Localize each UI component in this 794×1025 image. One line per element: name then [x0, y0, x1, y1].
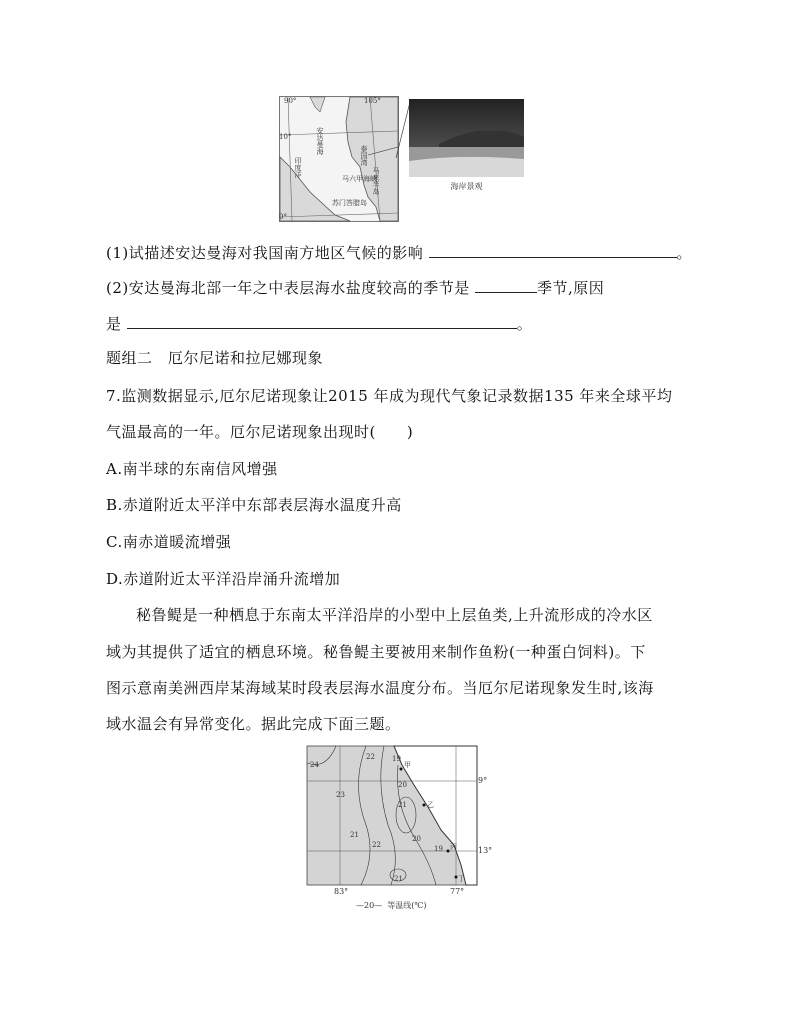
q6-part1-text: (1)试描述安达曼海对我国南方地区气候的影响	[106, 244, 424, 262]
q6-part2-text-b: 季节,原因	[537, 279, 605, 297]
passage-line2: 域为其提供了适宜的栖息环境。秘鲁鳀主要被用来制作鱼粉(一种蛋白饲料)。下	[106, 643, 646, 661]
lon-105-label: 105°	[364, 97, 381, 105]
iso-20-bottom: 20	[412, 835, 421, 843]
andaman-map	[279, 96, 399, 222]
iso-19-bottom: 19	[434, 845, 443, 853]
malay-peninsula-label: 马来半岛	[372, 167, 380, 195]
lon-77-label: 77°	[450, 887, 465, 896]
indian-ocean-label: 印度洋	[294, 157, 302, 178]
iso-20-top: 20	[398, 781, 407, 789]
malacca-label: 马六甲海峡	[342, 175, 377, 183]
point-yi: 乙	[427, 801, 434, 809]
q7-stem-line2: 气温最高的一年。厄尔尼诺现象出现时( )	[106, 423, 414, 441]
coast-photo	[409, 99, 524, 191]
lat-13-label: 13°	[478, 846, 493, 855]
q6-part1-end: 。	[676, 244, 693, 262]
passage-line3: 图示意南美洲西岸某海域某时段表层海水温度分布。当厄尔尼诺现象发生时,该海	[106, 679, 654, 697]
q6-part2-reason	[106, 312, 532, 334]
point-bing: 丙	[450, 843, 457, 851]
iso-23: 23	[336, 791, 345, 799]
q7-option-a[interactable]: A.南半球的东南信风增强	[106, 460, 278, 478]
photo-caption: 海岸景观	[450, 182, 483, 191]
q7-option-b[interactable]: B.赤道附近太平洋中东部表层海水温度升高	[106, 496, 402, 514]
q7-stem-line1: 7.监测数据显示,厄尔尼诺现象让2015 年成为现代气象记录数据135 年来全球平均	[106, 387, 673, 405]
q7-option-c[interactable]: C.南赤道暖流增强	[106, 533, 232, 551]
q6-part2	[106, 276, 604, 298]
q6-part1	[106, 241, 692, 263]
point-jia: 甲	[404, 761, 411, 769]
q6-reason-blank[interactable]	[127, 312, 517, 329]
passage-line4: 域水温会有异常变化。据此完成下面三题。	[106, 715, 401, 733]
group2-title: 题组二 厄尔尼诺和拉尼娜现象	[106, 349, 324, 367]
isotherm-map	[306, 745, 477, 886]
lat-9-label: 9°	[478, 776, 488, 785]
iso-21-mid: 21	[398, 801, 407, 809]
isotherm-legend	[356, 900, 426, 911]
iso-21-left: 21	[350, 831, 359, 839]
q6-season-blank[interactable]	[475, 276, 537, 293]
lat-0-label: 0°	[279, 213, 287, 221]
thailand-bay-label: 泰国湾	[360, 145, 368, 166]
q6-part1-answer-blank[interactable]	[429, 241, 677, 258]
point-ding: 丁	[458, 875, 465, 883]
andaman-sea-label: 安达曼海	[316, 127, 324, 155]
q6-part2-text-c: 是	[106, 315, 122, 333]
iso-24: 24	[310, 761, 319, 769]
q6-part2-end: 。	[516, 315, 533, 333]
sumatra-label: 苏门答腊岛	[332, 199, 367, 207]
q7-option-d[interactable]: D.赤道附近太平洋沿岸涌升流增加	[106, 570, 341, 588]
lat-10-label: 10°	[279, 133, 292, 141]
iso-19-top: 19	[392, 755, 401, 763]
passage-line1: 秘鲁鳀是一种栖息于东南太平洋沿岸的小型中上层鱼类,上升流形成的冷水区	[136, 606, 653, 624]
legend-symbol: —20—	[356, 901, 383, 910]
q6-part2-text-a: (2)安达曼海北部一年之中表层海水盐度较高的季节是	[106, 279, 470, 297]
iso-22-bottom: 22	[372, 841, 381, 849]
iso-22-top: 22	[366, 753, 375, 761]
legend-text: 等温线(℃)	[387, 901, 427, 910]
iso-21-bottom: 21	[394, 875, 403, 883]
lon-90-label: 90°	[284, 97, 297, 105]
lon-83-label: 83°	[334, 887, 349, 896]
